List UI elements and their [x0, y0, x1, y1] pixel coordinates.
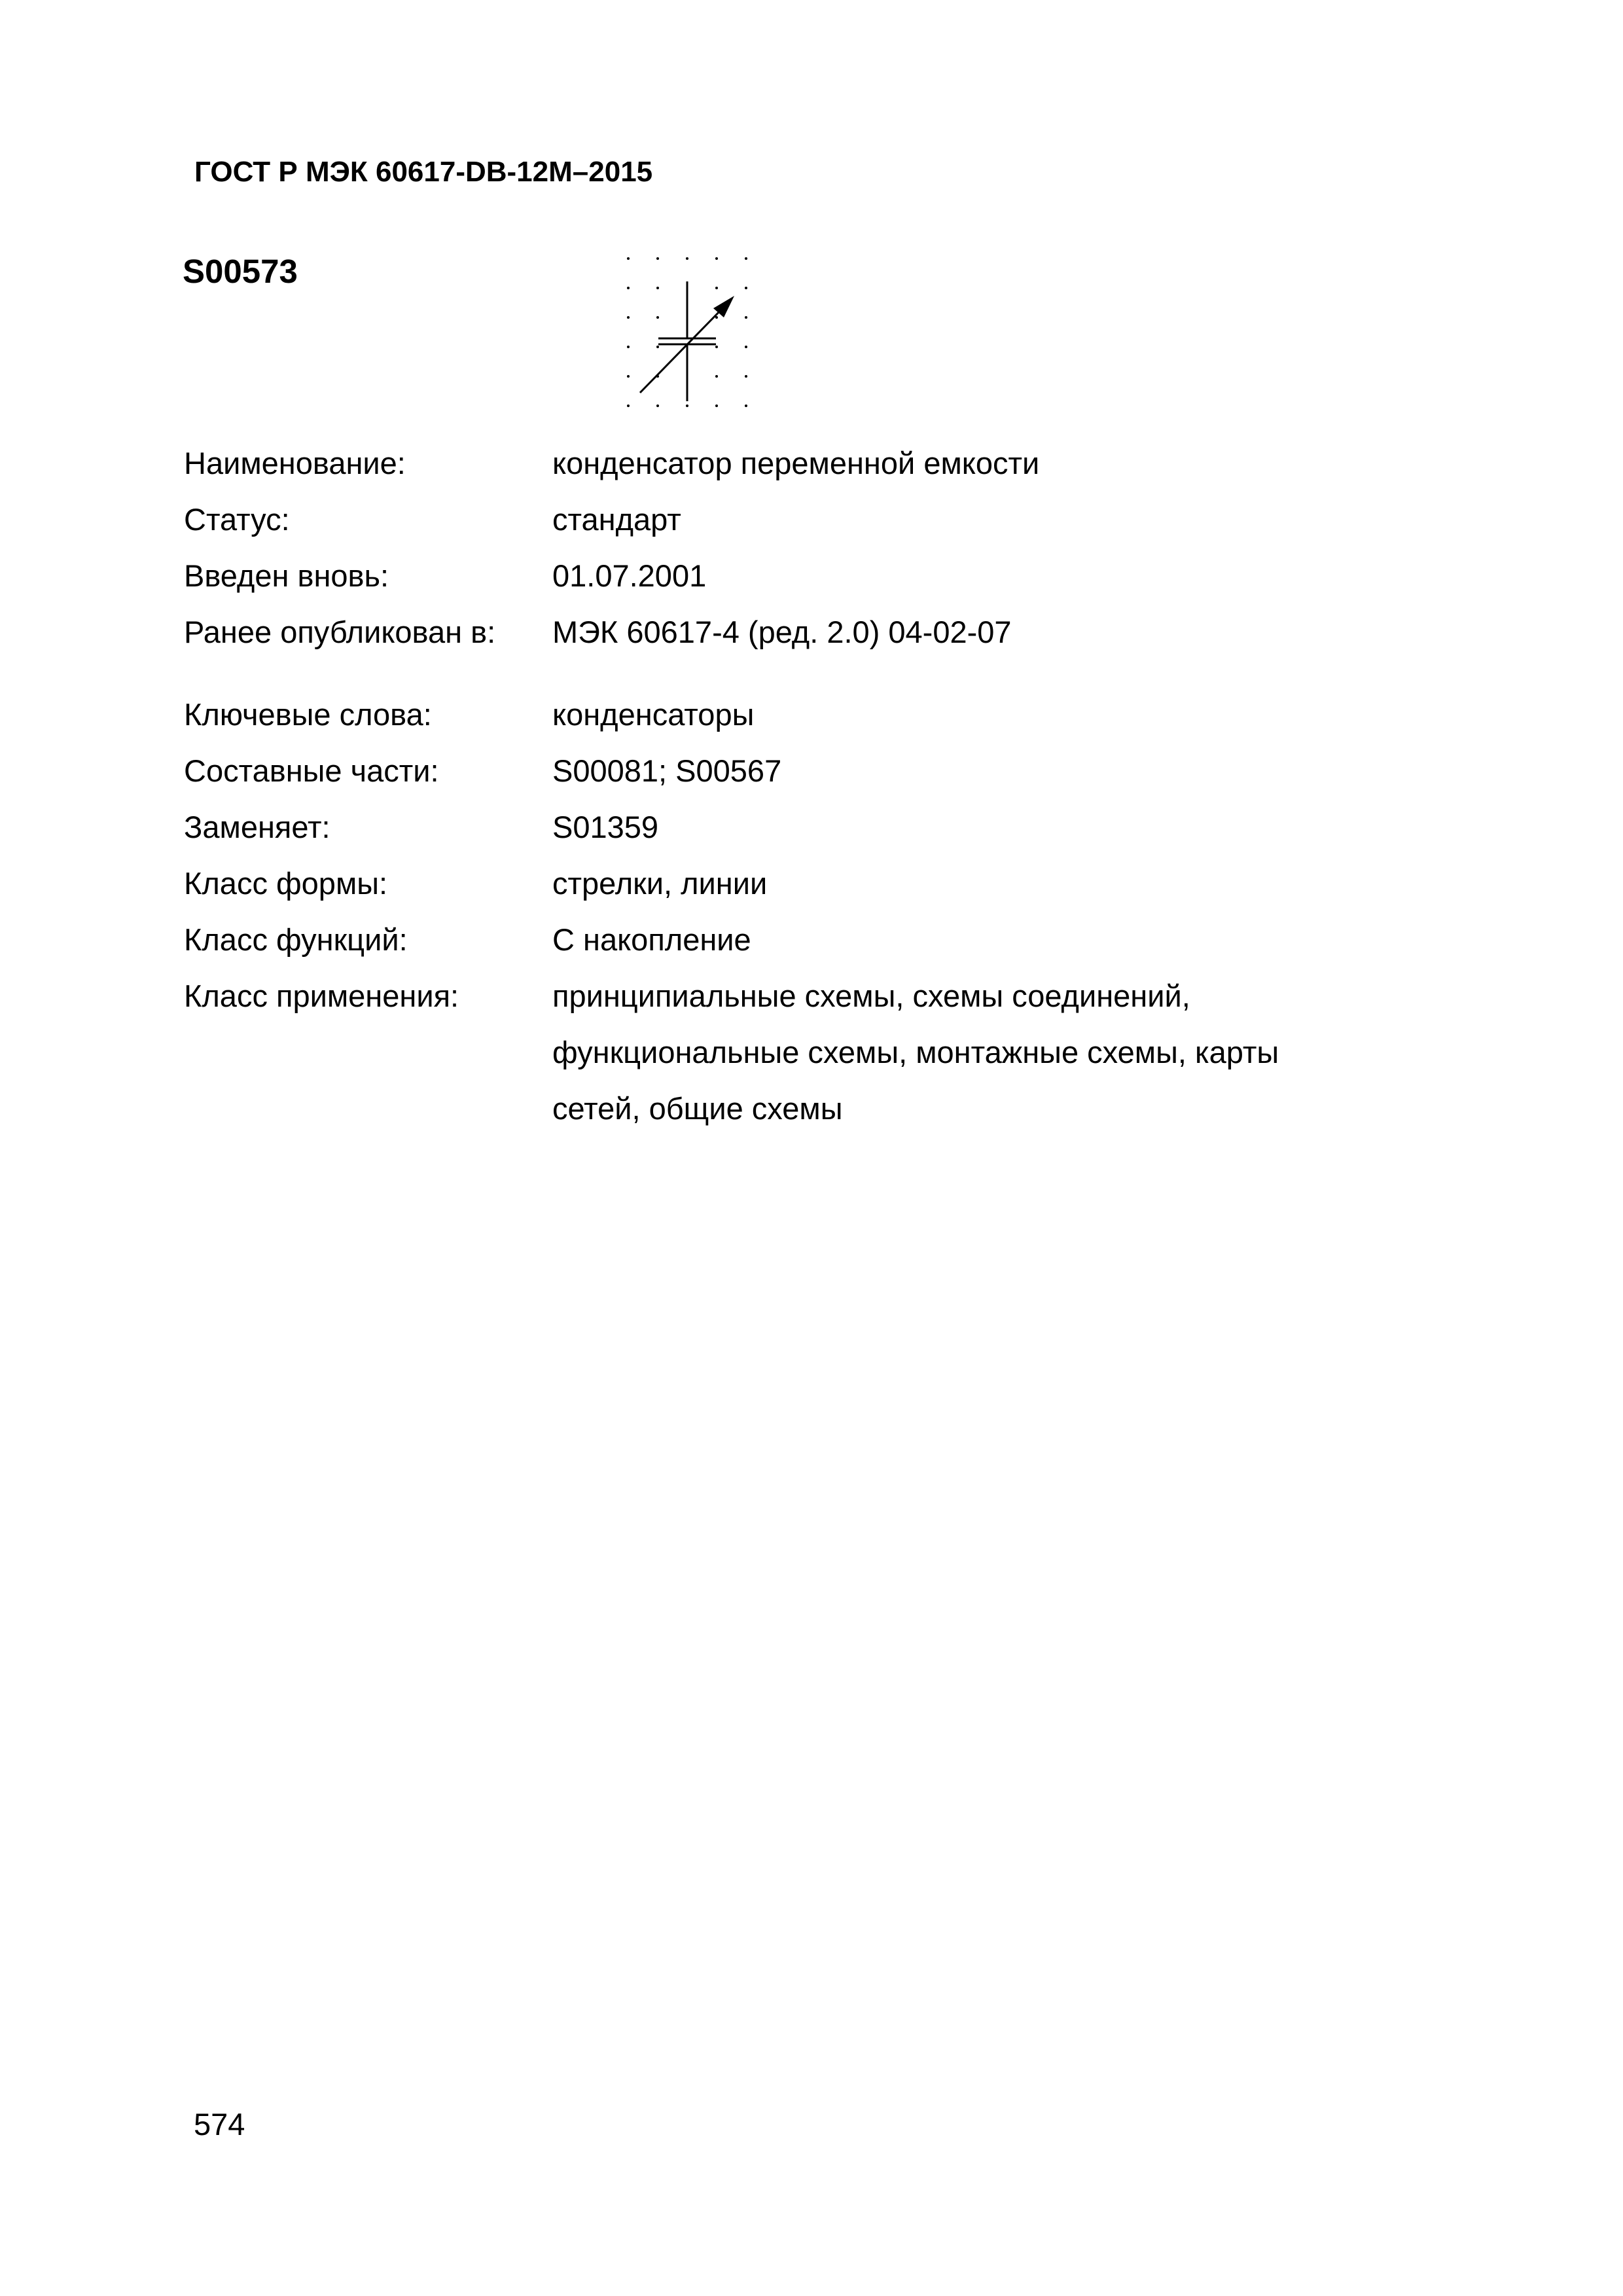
property-value: конденсатор переменной емкости — [552, 446, 1040, 480]
property-label: Ключевые слова: — [184, 697, 432, 732]
property-row-components — [184, 743, 1493, 799]
property-row-status — [184, 492, 1493, 548]
property-value: МЭК 60617-4 (ред. 2.0) 04-02-07 — [552, 615, 1012, 649]
property-row-function-class — [184, 912, 1493, 968]
property-label: Ранее опубликован в: — [184, 615, 496, 649]
property-row-previously-published — [184, 604, 1493, 660]
property-label: Составные части: — [184, 753, 439, 788]
symbol-id: S00573 — [183, 253, 298, 290]
page-number: 574 — [194, 2107, 245, 2142]
property-label: Заменяет: — [184, 810, 330, 844]
property-label: Класс применения: — [184, 978, 459, 1013]
property-label: Наименование: — [184, 446, 406, 480]
property-label: Класс формы: — [184, 866, 388, 901]
property-row-application-class — [184, 968, 1493, 1137]
properties-table — [184, 435, 1493, 1137]
property-row-replaces — [184, 799, 1493, 855]
property-value: стрелки, линии — [552, 866, 768, 901]
capacitor-lines — [640, 281, 725, 401]
property-value: S01359 — [552, 810, 659, 844]
property-label: Введен вновь: — [184, 558, 389, 593]
variable-capacitor-symbol — [615, 245, 759, 435]
property-row-name — [184, 435, 1493, 492]
property-value: конденсаторы — [552, 697, 755, 732]
property-value: 01.07.2001 — [552, 558, 707, 593]
property-label: Статус: — [184, 502, 290, 537]
property-value: С накопление — [552, 922, 751, 957]
property-value: S00081; S00567 — [552, 753, 782, 788]
property-value: принципиальные схемы, схемы соединений, функциональные схемы, монтажные схемы, карты сетей, общие схемы — [552, 978, 1279, 1126]
property-value: стандарт — [552, 502, 681, 537]
property-row-introduced — [184, 548, 1493, 604]
property-row-keywords — [184, 687, 1493, 743]
property-row-shape-class — [184, 855, 1493, 912]
property-label: Класс функций: — [184, 922, 408, 957]
document-header: ГОСТ Р МЭК 60617-DB-12M–2015 — [194, 156, 653, 188]
